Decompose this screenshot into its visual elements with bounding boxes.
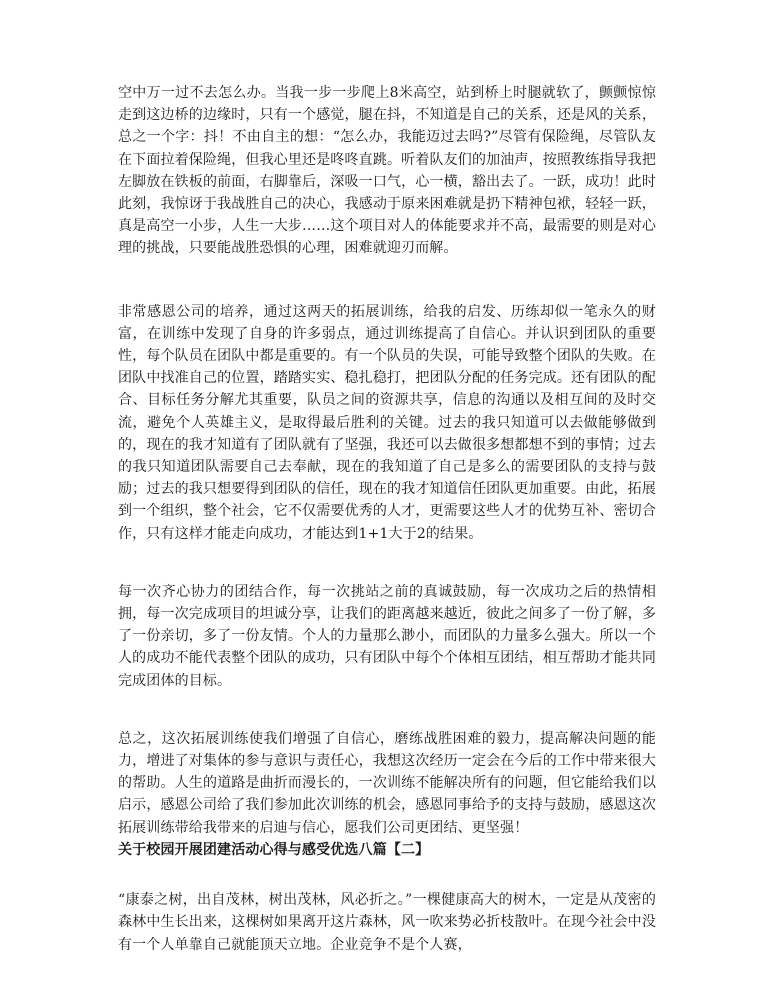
- document-body: [118, 82, 656, 956]
- paragraph-4: 总之，这次拓展训练使我们增强了自信心，磨练战胜困难的毅力，提高解决问题的能力，增进了对集体的参与意识与责任心，我想这次经历一定会在今后的工作中带来很大的帮助。人生的道路是曲折而漫长的，一次训练不能解决所有的问题，但它能给我们以启示，感恩公司给了我们参加此次训练的机会，感恩同事给予的支持与鼓励，感恩这次拓展训练带给我带来的启迪与信心，愿我们公司更团结、更坚强！: [118, 730, 656, 836]
- paragraph-5: “康泰之树，出自茂林，树出茂林，风必折之。”一棵健康高大的树木，一定是从茂密的森林中生长出来，这棵树如果离开这片森林，风一吹来势必折枝散叶。在现今社会中没有一个人单靠自己就能顶天立地。企业竞争不是个人赛，: [118, 892, 656, 953]
- paragraph-1: 空中万一过不去怎么办。当我一步一步爬上8米高空，站到桥上时腿就软了，颤颤惊惊走到这边桥的边缘时，只有一个感觉，腿在抖，不知道是自己的关系，还是风的关系，总之一个字：抖！不由自主的想：“怎么办，我能迈过去吗?”尽管有保险绳，尽管队友在下面拉着保险绳，但我心里还是咚咚直跳。听着队友们的加油声，按照教练指导我把左脚放在铁板的前面，右脚靠后，深吸一口气，心一横，豁出去了。一跃，成功！此时此刻，我惊讶于我战胜自己的决心，我感动于原来困难就是扔下精神包袱，轻轻一跃，真是高空一小步，人生一大步……这个项目对人的体能要求并不高，最需要的则是对心理的挑战，只要能战胜恐惧的心理，困难就迎刃而解。: [118, 85, 656, 257]
- paragraph-3: 每一次齐心协力的团结合作，每一次挑站之前的真诚鼓励，每一次成功之后的热情相拥，每一次完成项目的坦诚分享，让我们的距离越来越近，彼此之间多了一份了解，多了一份亲切，多了一份友情。个人的力量那么渺小，而团队的力量多么强大。所以一个人的成功不能代表整个团队的成功，只有团队中每个个体相互团结，相互帮助才能共同完成团体的目标。: [118, 583, 656, 689]
- section-heading: 关于校园开展团建活动心得与感受优选八篇【二】: [118, 841, 430, 858]
- paragraph-2: 非常感恩公司的培养，通过这两天的拓展训练，给我的启发、历练却似一笔永久的财富，在训练中发现了自身的许多弱点，通过训练提高了自信心。并认识到团队的重要性，每个队员在团队中都是重要的。有一个队员的失误，可能导致整个团队的失败。在团队中找准自己的位置，踏踏实实、稳扎稳打，把团队分配的任务完成。还有团队的配合、目标任务分解尤其重要，队员之间的资源共享，信息的沟通以及相互间的及时交流，避免个人英雄主义，是取得最后胜利的关键。过去的我只知道可以去做能够做到的，现在的我才知道有了团队就有了坚强，我还可以去做很多想都想不到的事情；过去的我只知道团队需要自己去奉献，现在的我知道了自己是多么的需要团队的支持与鼓励；过去的我只想要得到团队的信任，现在的我才知道信任团队更加重要。由此，拓展到一个组织，整个社会，它不仅需要优秀的人才，更需要这些人才的优势互补、密切合作，只有这样才能走向成功，才能达到1+1大于2的结果。: [118, 303, 656, 542]
